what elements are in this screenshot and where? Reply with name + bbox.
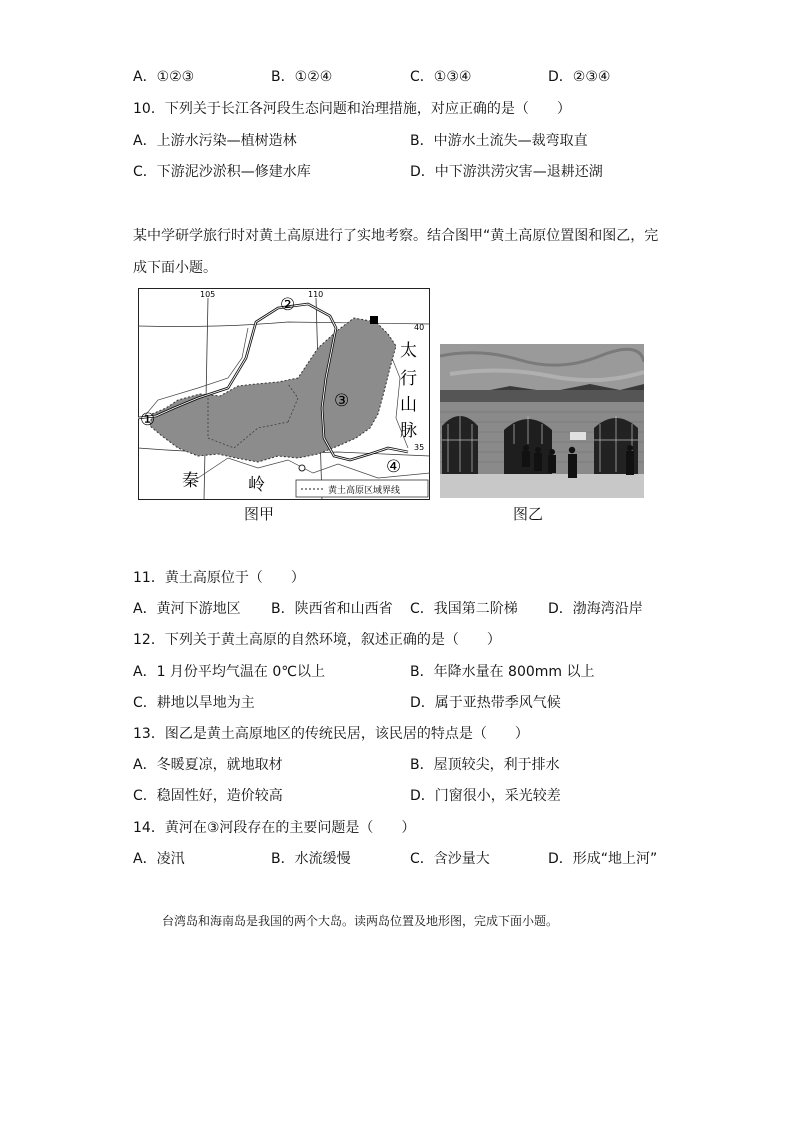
taihang-char-2: 行 (400, 369, 417, 389)
q10-option-c: C．下游泥沙淤积—修建水库 (133, 164, 311, 180)
q10-option-b: B．中游水土流失—裁弯取直 (410, 133, 588, 149)
q11-option-d: D．渤海湾沿岸 (548, 601, 643, 617)
river-section-1: ① (140, 410, 156, 430)
lon-label-110: 110 (308, 290, 324, 299)
q14-stem: 14．黄河在③河段存在的主要问题是（ ） (133, 820, 416, 836)
lat-label-35: 35 (414, 443, 425, 452)
q13-option-d: D．门窗很小，采光较差 (410, 788, 561, 804)
q9-option-c: C．①③④ (410, 69, 472, 85)
q12-stem: 12．下列关于黄土高原的自然环境，叙述正确的是（ ） (133, 632, 501, 648)
q10-option-a: A．上游水污染—植树造林 (133, 133, 297, 149)
q12-option-b: B．年降水量在 800mm 以上 (410, 664, 595, 680)
lon-label-105: 105 (200, 290, 216, 299)
q9-option-a: A．①②③ (133, 69, 195, 85)
q13-option-a: A．冬暖夏凉，就地取材 (133, 757, 283, 773)
q14-option-d: D．形成“地上河” (548, 851, 658, 867)
q14-option-b: B．水流缓慢 (271, 851, 351, 867)
q11-option-a: A．黄河下游地区 (133, 601, 241, 617)
qinling-char-2: 岭 (248, 475, 265, 495)
qinling-char-1: 秦 (182, 471, 199, 491)
river-section-4: ④ (386, 457, 402, 477)
q12-option-d: D．属于亚热带季风气候 (410, 695, 561, 711)
q9-option-d: D．②③④ (548, 69, 611, 85)
passage-intro-line1: 某中学研学旅行时对黄土高原进行了实地考察。结合图甲“黄土高原位置图和图乙，完 (133, 228, 659, 244)
q10-option-d: D．中下游洪涝灾害—退耕还湖 (410, 164, 603, 180)
taihang-char-4: 脉 (400, 421, 417, 441)
cave-dwelling-photo (440, 344, 644, 498)
q12-option-a: A．1 月份平均气温在 0℃以上 (133, 664, 326, 680)
q9-option-b: B．①②④ (271, 69, 333, 85)
map-legend-label: 黄土高原区域界线 (328, 486, 401, 496)
river-section-2: ② (280, 295, 296, 315)
next-passage-intro: 台湾岛和海南岛是我国的两个大岛。读两岛位置及地形图，完成下面小题。 (162, 914, 559, 928)
q10-stem: 10．下列关于长江各河段生态问题和治理措施，对应正确的是（ ） (133, 101, 571, 117)
q13-option-b: B．屋顶较尖，利于排水 (410, 757, 560, 773)
taihang-char-1: 太 (400, 341, 417, 361)
figure-yi-caption: 图乙 (513, 505, 544, 523)
q11-stem: 11．黄土高原位于（ ） (133, 570, 305, 586)
taihang-char-3: 山 (400, 395, 417, 415)
q14-option-a: A．凌汛 (133, 851, 185, 867)
figure-jia-caption: 图甲 (244, 505, 275, 523)
q13-stem: 13．图乙是黄土高原地区的传统民居，该民居的特点是（ ） (133, 726, 529, 742)
q14-option-c: C．含沙量大 (410, 851, 490, 867)
passage-intro-line2: 成下面小题。 (133, 260, 217, 276)
q11-option-c: C．我国第二阶梯 (410, 601, 518, 617)
lat-label-40: 40 (414, 323, 425, 332)
loess-plateau-map (138, 288, 430, 500)
river-section-3: ③ (334, 391, 350, 411)
q12-option-c: C．耕地以旱地为主 (133, 695, 255, 711)
q13-option-c: C．稳固性好，造价较高 (133, 788, 283, 804)
q11-option-b: B．陕西省和山西省 (271, 601, 393, 617)
